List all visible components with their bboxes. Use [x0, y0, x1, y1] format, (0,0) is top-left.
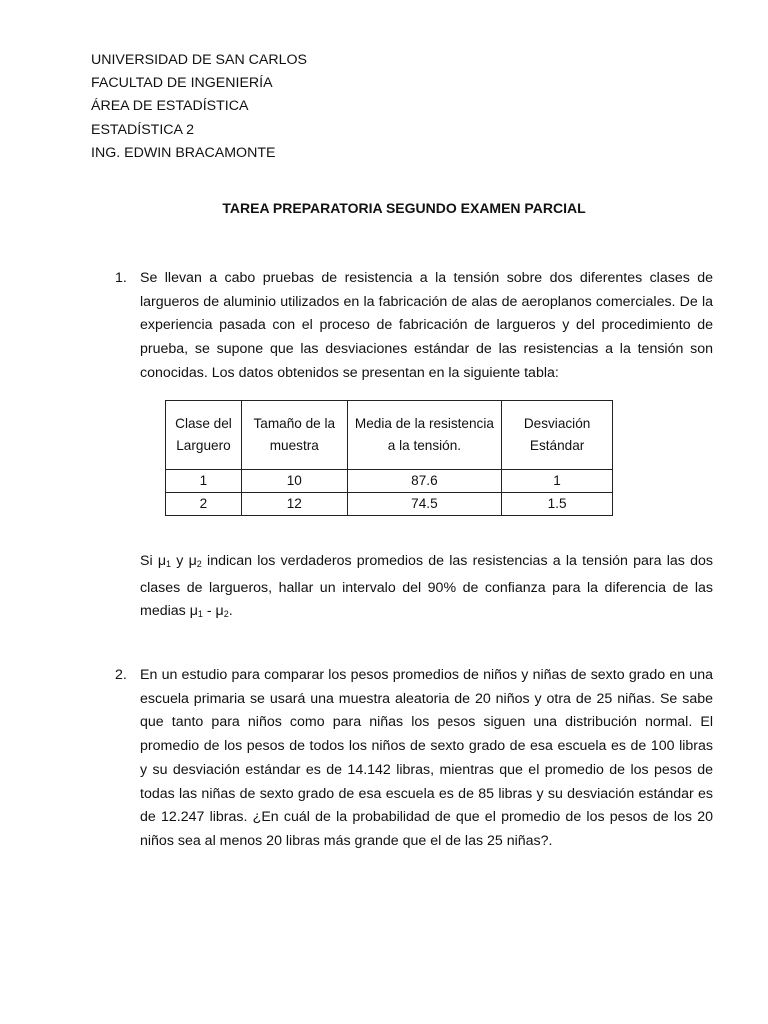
header-course: ESTADÍSTICA 2 — [91, 121, 195, 138]
table-cell: 1 — [166, 470, 242, 493]
data-table — [165, 400, 613, 516]
mu-1-symbol — [158, 553, 171, 569]
table-row — [166, 470, 613, 493]
header-area: ÁREA DE ESTADÍSTICA — [91, 98, 249, 115]
problem-2-text: En un estudio para comparar los pesos promedios de niños y niñas de sexto grado en una escuela primaria se usará una muestra aleatoria de 20 niños y otra de 25 niñas. Se sabe que tanto para niños como para niñas los pesos siguen una distribución normal. El promedio de los pesos de todos los niños de sexto grado de esa escuela es de 100 libras y su desviación estándar es de 14.142 libras, mientras que el promedio de los pesos de todas las niñas de sexto grado de esa escuela es de 85 libras y su desviación estándar es de 12.247 libras. ¿En cuál de la probabilidad de que el promedio de los pesos de los 20 niños sea al menos 20 libras más grande que el de las 25 niñas?. — [140, 667, 713, 849]
table-cell: 1.5 — [502, 493, 613, 516]
mu-glyph: μ — [189, 603, 198, 620]
mu-glyph: μ — [188, 553, 197, 569]
mu-subscript: 2 — [196, 559, 202, 569]
document-title: TAREA PREPARATORIA SEGUNDO EXAMEN PARCIAL — [222, 200, 586, 216]
table-header-row — [166, 401, 613, 470]
table-header-cell: Tamaño de la muestra — [241, 401, 347, 470]
mu-2-symbol — [189, 553, 202, 569]
problem-2-number: 2. — [115, 667, 127, 683]
table-cell: 12 — [241, 493, 347, 516]
table-cell: 2 — [166, 493, 242, 516]
problem-1-question — [140, 550, 713, 627]
mu-difference — [190, 603, 229, 619]
table-cell: 87.6 — [347, 470, 502, 493]
table-cell: 1 — [502, 470, 613, 493]
table-cell: 10 — [241, 470, 347, 493]
mu-glyph: - μ — [202, 603, 224, 620]
question-text: Si — [140, 553, 153, 569]
table-header-cell: Clase del Larguero — [166, 401, 242, 470]
document-header — [91, 49, 307, 165]
mu-glyph: μ — [157, 553, 167, 569]
table-row — [166, 493, 613, 516]
mu-subscript: 1 — [197, 609, 203, 620]
table-header-cell: Media de la resistencia a la tensión. — [347, 401, 502, 470]
header-university: UNIVERSIDAD DE SAN CARLOS — [91, 52, 308, 68]
header-faculty: FACULTAD DE INGENIERÍA — [91, 75, 273, 92]
question-text: . — [228, 603, 233, 620]
question-text: indican los verdaderos promedios de las resistencias a la tensión para las dos clases de largueros, hallar un intervalo del 90% de confianza para la diferencia de las medias — [140, 553, 713, 620]
mu-subscript: 1 — [166, 559, 172, 569]
header-instructor: ING. EDWIN BRACAMONTE — [91, 144, 276, 161]
table-header-cell: Desviación Estándar — [502, 401, 613, 470]
problem-1-text: Se llevan a cabo pruebas de resistencia a la tensión sobre dos diferentes clases de largueros de aluminio utilizados en la fabricación de alas de aeroplanos comerciales. De la experiencia pasada con el proceso de fabricación de largueros y del procedimiento de prueba, se supone que las desviaciones estándar de las resistencias a la tensión son conocidas. Los datos obtenidos se presentan en la siguiente tabla: — [140, 270, 713, 381]
mu-subscript: 2 — [223, 609, 229, 620]
question-text: y — [171, 553, 189, 569]
table-cell: 74.5 — [347, 493, 502, 516]
problem-1-number: 1. — [115, 270, 127, 286]
